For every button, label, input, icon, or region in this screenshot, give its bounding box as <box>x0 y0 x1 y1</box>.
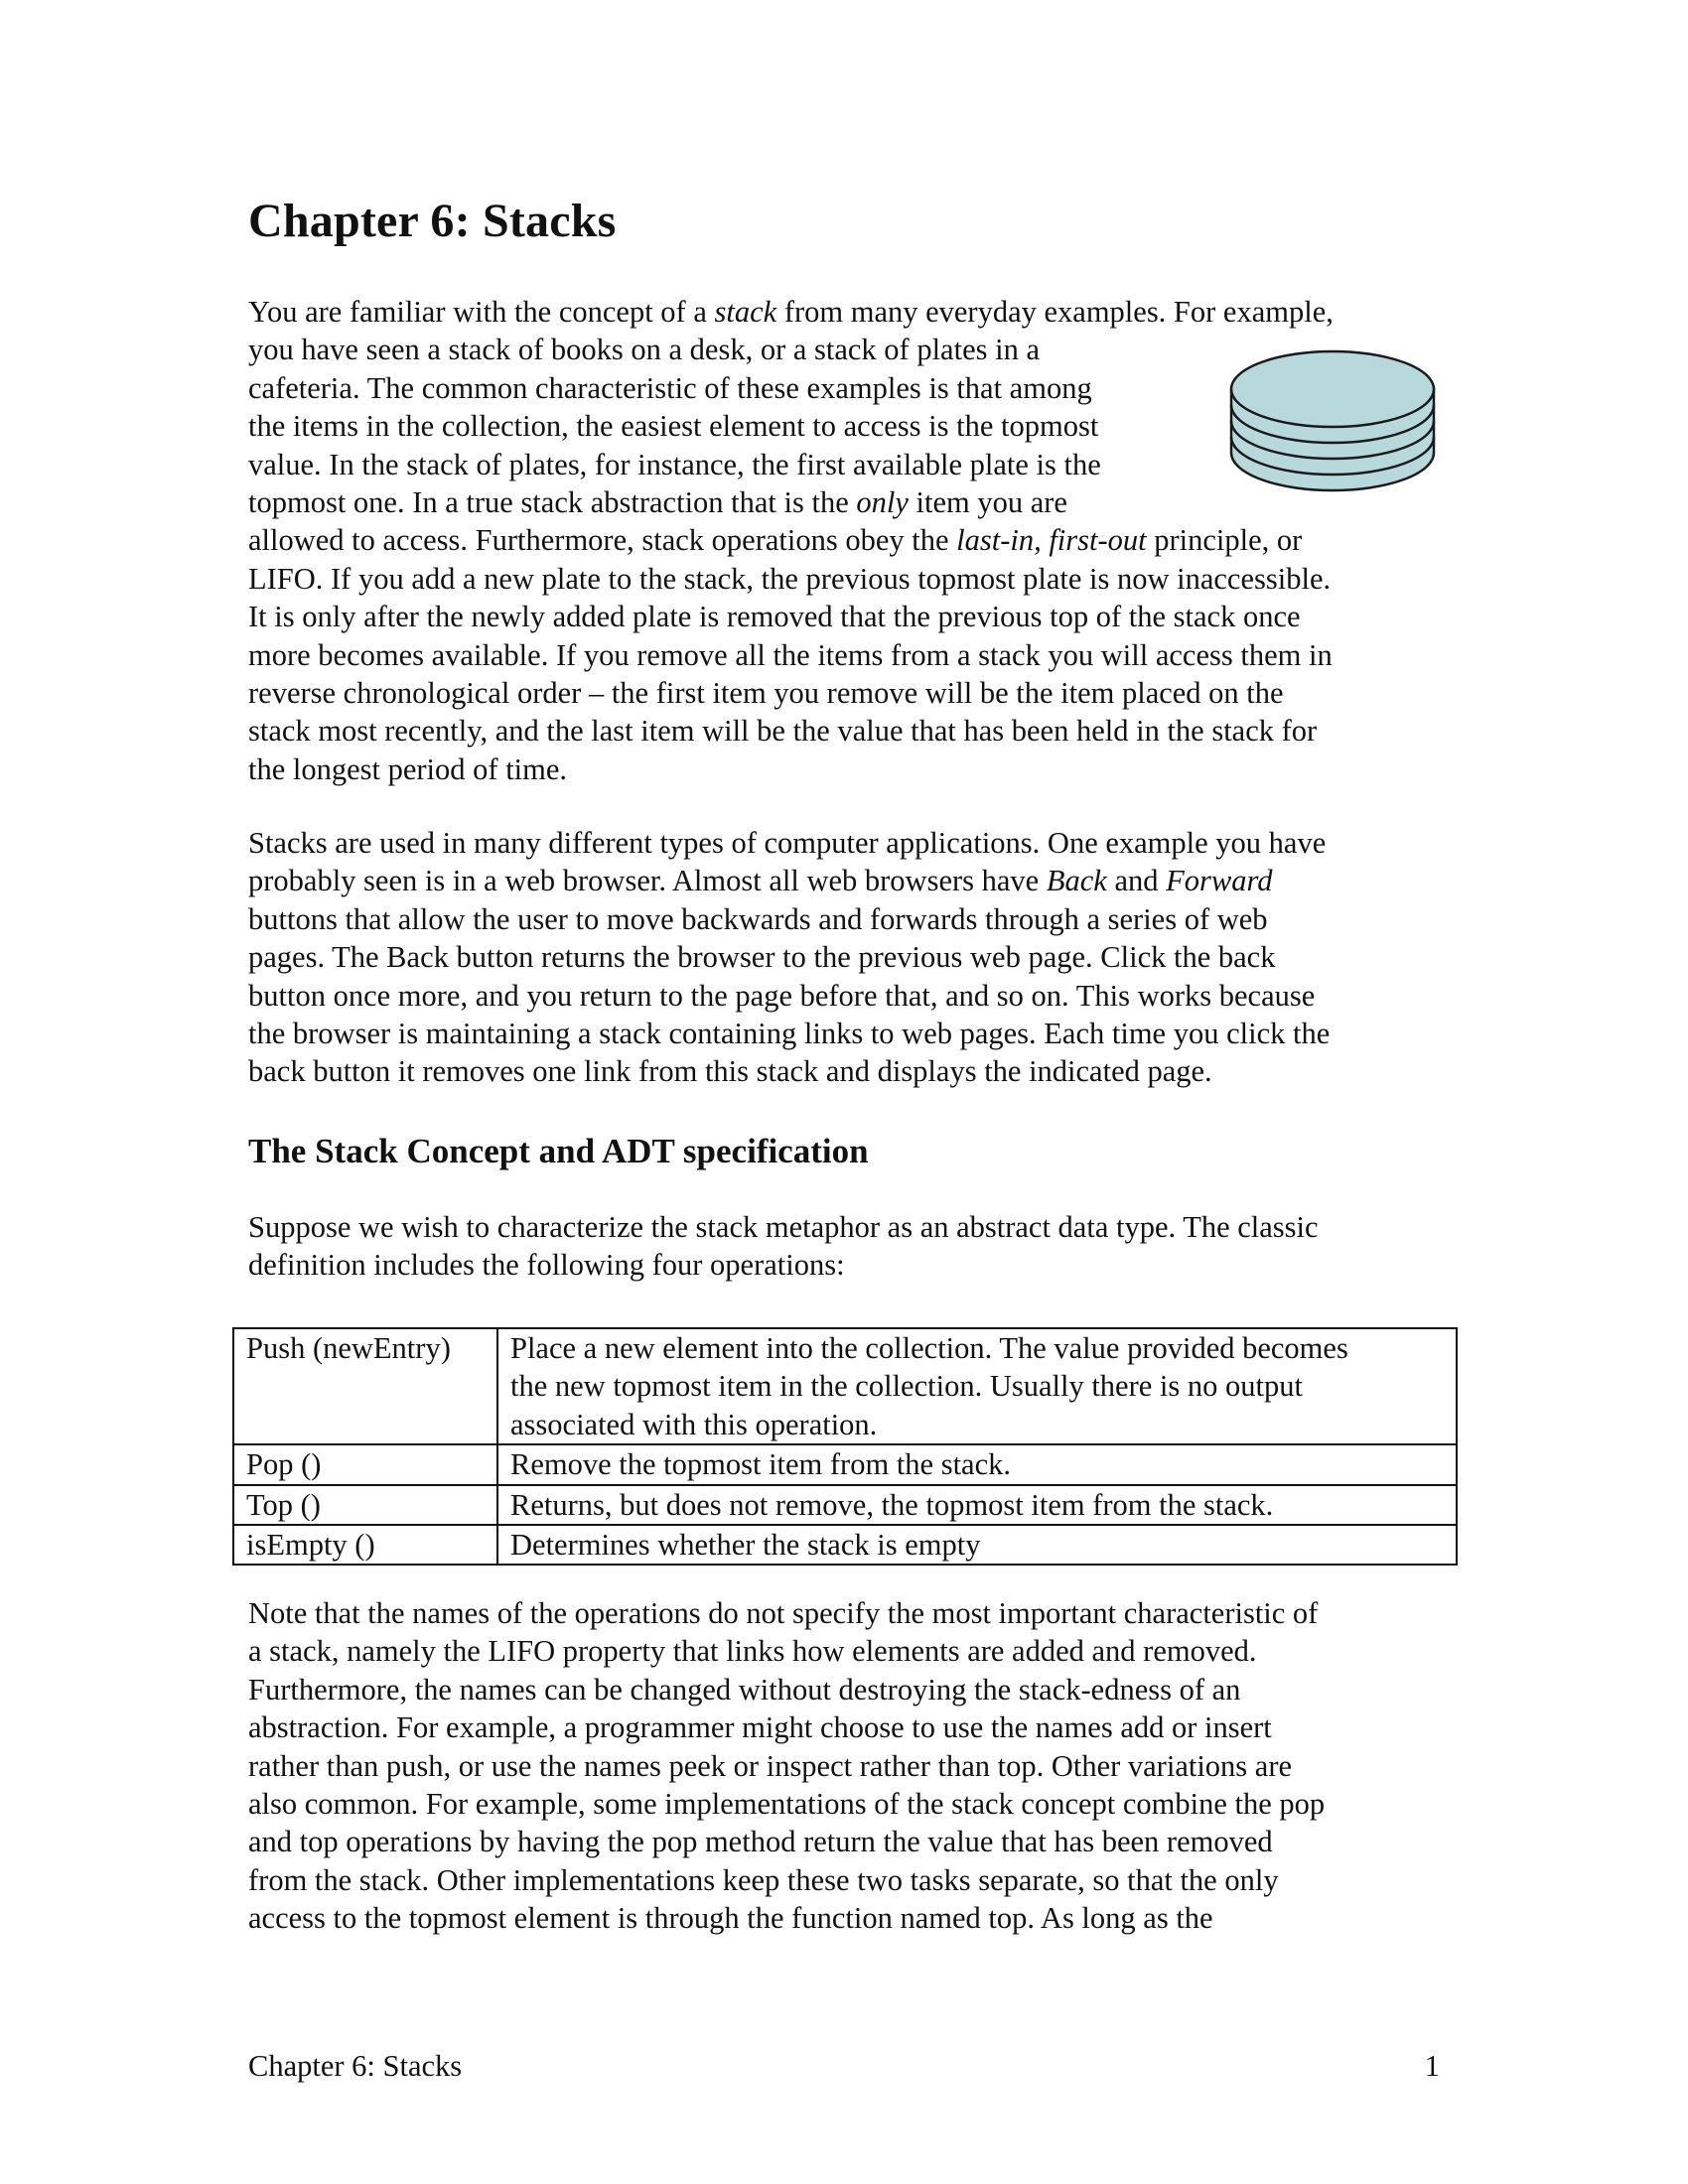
text-line: the browser is maintaining a stack containing links to web pages. Each time you click the <box>248 1017 1331 1051</box>
text-line: the longest period of time. <box>248 751 568 786</box>
text-line: button once more, and you return to the page before that, and so on. This works because <box>248 978 1316 1013</box>
text-line: topmost one. In a true stack abstraction that is the only item you are <box>248 485 1067 520</box>
text-line: allowed to access. Furthermore, stack operations obey the last-in, first-out principle, or <box>248 523 1303 558</box>
text-line: the items in the collection, the easiest element to access is the topmost <box>248 409 1099 444</box>
text-line: more becomes available. If you remove all the items from a stack you will access them in <box>248 637 1333 672</box>
text-line: and top operations by having the pop method return the value that has been removed <box>248 1825 1273 1859</box>
text-line: abstraction. For example, a programmer might choose to use the names add or insert <box>248 1710 1272 1745</box>
operation-description: Place a new element into the collection. The value provided becomes the new topmost item in the collection. Usually there is no output associated with this operation. <box>497 1328 1457 1444</box>
browser-paragraph <box>248 824 1440 1091</box>
text-line: a stack, namely the LIFO property that links how elements are added and removed. <box>248 1634 1257 1669</box>
operation-name: Top () <box>233 1485 497 1525</box>
plate-stack-illustration <box>1227 347 1438 498</box>
emphasis: Forward <box>1166 864 1273 898</box>
text-line: Stacks are used in many different types of computer applications. One example you have <box>248 826 1327 860</box>
operation-row <box>233 1485 1457 1525</box>
text-line: Note that the names of the operations do not specify the most important characteristic of <box>248 1596 1319 1630</box>
text-line: Furthermore, the names can be changed without destroying the stack-edness of an <box>248 1672 1241 1706</box>
operation-name: Pop () <box>233 1444 497 1484</box>
text-line: value. In the stack of plates, for instance, the first available plate is the <box>248 447 1101 481</box>
text-line: definition includes the following four operations: <box>248 1248 845 1283</box>
page-footer <box>248 2049 1440 2084</box>
text-line: stack most recently, and the last item will be the value that has been held in the stack for <box>248 714 1318 749</box>
text-line: also common. For example, some implementations of the stack concept combine the pop <box>248 1787 1326 1822</box>
text-line: from the stack. Other implementations keep these two tasks separate, so that the only <box>248 1862 1279 1897</box>
footer-chapter-label: Chapter 6: Stacks <box>248 2049 463 2083</box>
text-line: It is only after the newly added plate is removed that the previous top of the stack once <box>248 600 1301 634</box>
emphasis: Back <box>1046 864 1107 898</box>
text-line: probably seen is in a web browser. Almost all web browsers have Back and Forward <box>248 864 1273 898</box>
chapter-title: Chapter 6: Stacks <box>248 195 617 247</box>
emphasis: last-in, first-out <box>956 523 1147 558</box>
text-line: reverse chronological order – the first item you remove will be the item placed on the <box>248 676 1284 711</box>
adt-intro-paragraph <box>248 1208 1440 1285</box>
operations-table <box>232 1327 1458 1566</box>
text-line: rather than push, or use the names peek or inspect rather than top. Other variations are <box>248 1748 1293 1783</box>
text-line: You are familiar with the concept of a stack from many everyday examples. For example, <box>248 295 1334 329</box>
top-plate <box>1231 351 1434 427</box>
operation-row <box>233 1328 1457 1444</box>
operation-row <box>233 1444 1457 1484</box>
text-line: you have seen a stack of books on a desk, or a stack of plates in a <box>248 333 1040 367</box>
text-line: buttons that allow the user to move backwards and forwards through a series of web <box>248 901 1268 936</box>
text-line: cafeteria. The common characteristic of these examples is that among <box>248 370 1092 405</box>
section-heading: The Stack Concept and ADT specification <box>248 1132 869 1170</box>
operation-description: Remove the topmost item from the stack. <box>497 1444 1457 1484</box>
page-number: 1 <box>1424 2049 1440 2083</box>
text-line: back button it removes one link from this stack and displays the indicated page. <box>248 1054 1212 1089</box>
operation-name: Push (newEntry) <box>233 1328 497 1444</box>
operation-name: isEmpty () <box>233 1525 497 1565</box>
note-paragraph <box>248 1594 1440 1938</box>
text-line: Suppose we wish to characterize the stack metaphor as an abstract data type. The classic <box>248 1210 1319 1244</box>
operation-description: Returns, but does not remove, the topmost item from the stack. <box>497 1485 1457 1525</box>
operation-description: Determines whether the stack is empty <box>497 1525 1457 1565</box>
text-line: access to the topmost element is through the function named top. As long as the <box>248 1901 1213 1936</box>
emphasis: only <box>856 485 909 520</box>
text-line: LIFO. If you add a new plate to the stack, the previous topmost plate is now inaccessible. <box>248 561 1332 596</box>
emphasis: stack <box>714 295 777 329</box>
operation-row <box>233 1525 1457 1565</box>
text-line: pages. The Back button returns the browser to the previous web page. Click the back <box>248 940 1276 975</box>
